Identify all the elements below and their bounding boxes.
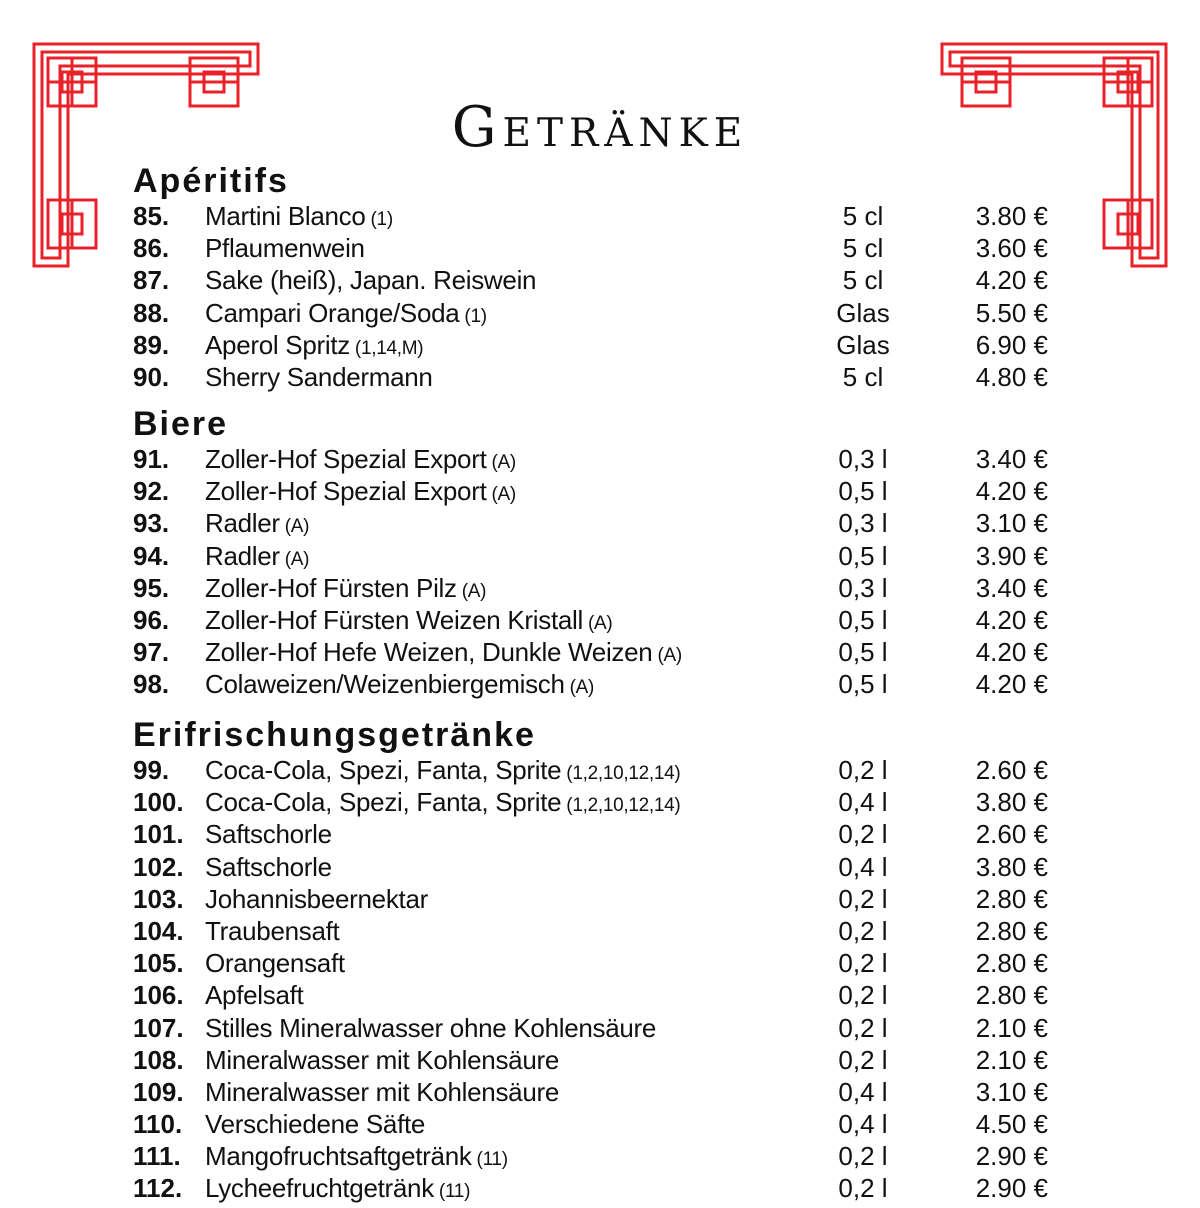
item-price: 3.40 € — [975, 572, 1048, 603]
item-size: 0,5 l — [838, 476, 888, 507]
section-heading: Erifrischungsgetränke — [133, 716, 536, 754]
item-size: Glas — [836, 329, 890, 360]
item-size: 5 cl — [842, 361, 884, 392]
item-price: 4.20 € — [975, 265, 1048, 296]
item-allergens: (A) — [564, 677, 595, 699]
item-name: Lycheefruchtgetränk (11) — [205, 1173, 471, 1204]
item-price: 3.10 € — [975, 508, 1048, 539]
menu-item-row — [0, 1076, 1200, 1108]
item-number: 106. — [133, 980, 184, 1011]
item-name: Verschiedene Säfte — [205, 1109, 426, 1140]
menu-item-row — [0, 572, 1200, 604]
item-name: Mineralwasser mit Kohlensäure — [205, 1044, 560, 1075]
item-allergens: (A) — [583, 612, 613, 634]
item-size: 0,5 l — [838, 540, 888, 571]
menu-item-row — [0, 297, 1200, 329]
item-number: 103. — [133, 883, 184, 914]
item-number: 88. — [133, 297, 170, 328]
section-heading: Biere — [133, 405, 229, 443]
item-price: 4.20 € — [975, 604, 1048, 635]
item-number: 87. — [133, 265, 170, 296]
item-allergens: (1,2,10,12,14) — [561, 795, 681, 817]
item-size: 0,4 l — [838, 787, 888, 818]
item-price: 2.80 € — [975, 948, 1048, 979]
item-allergens: (1,2,10,12,14) — [561, 763, 681, 784]
item-allergens: (A) — [652, 645, 682, 667]
item-number: 85. — [133, 201, 170, 231]
item-name: Traubensaft — [205, 915, 340, 946]
item-number: 98. — [133, 669, 170, 700]
item-name: Martini Blanco (1) — [205, 201, 393, 231]
item-size: 0,4 l — [838, 1076, 888, 1107]
menu-item-row — [0, 636, 1200, 668]
item-price: 4.50 € — [975, 1109, 1048, 1140]
menu-item-row — [0, 979, 1200, 1011]
item-number: 108. — [133, 1044, 184, 1075]
item-price: 3.80 € — [975, 201, 1048, 231]
item-allergens: (1) — [365, 209, 393, 230]
item-size: 0,5 l — [838, 637, 888, 668]
item-price: 2.80 € — [975, 980, 1048, 1011]
item-number: 100. — [133, 787, 184, 818]
menu-section — [0, 162, 1200, 393]
item-allergens: (A) — [486, 484, 516, 506]
item-size: 0,2 l — [838, 1044, 888, 1075]
menu-item-row — [0, 540, 1200, 572]
item-size: 0,3 l — [838, 572, 888, 603]
item-name: Zoller-Hof Fürsten Weizen Kristall (A) — [205, 604, 613, 635]
item-size: 0,2 l — [838, 1012, 888, 1043]
menu-item-row — [0, 475, 1200, 507]
item-name: Coca-Cola, Spezi, Fanta, Sprite (1,2,10,12,14) — [205, 755, 681, 785]
item-size: 0,5 l — [838, 604, 888, 635]
item-price: 3.80 € — [975, 851, 1048, 882]
item-name: Sherry Sandermann — [205, 361, 433, 392]
item-size: 0,4 l — [838, 1109, 888, 1140]
item-size: 5 cl — [842, 201, 884, 231]
item-size: 0,2 l — [838, 980, 888, 1011]
item-name: Orangensaft — [205, 948, 345, 979]
menu-item-row — [0, 443, 1200, 475]
item-allergens: (11) — [471, 1149, 508, 1171]
item-price: 2.80 € — [975, 915, 1048, 946]
menu-item-row — [0, 1044, 1200, 1076]
item-name: Sake (heiß), Japan. Reiswein — [205, 265, 537, 296]
item-number: 96. — [133, 604, 170, 635]
item-number: 97. — [133, 637, 170, 668]
item-allergens: (A) — [486, 452, 516, 473]
item-size: 0,2 l — [838, 1141, 888, 1172]
item-number: 92. — [133, 476, 170, 507]
item-size: 0,2 l — [838, 1173, 888, 1204]
menu-section — [0, 405, 1200, 701]
menu-item-row — [0, 361, 1200, 393]
item-number: 93. — [133, 508, 170, 539]
menu-item-row — [0, 851, 1200, 883]
item-size: 0,3 l — [838, 508, 888, 539]
item-size: 0,2 l — [838, 915, 888, 946]
item-allergens: (1) — [459, 305, 487, 327]
item-price: 2.80 € — [975, 883, 1048, 914]
item-number: 109. — [133, 1076, 184, 1107]
item-name: Zoller-Hof Spezial Export (A) — [205, 476, 516, 507]
item-number: 101. — [133, 819, 184, 850]
item-price: 3.10 € — [975, 1076, 1048, 1107]
item-number: 102. — [133, 851, 184, 882]
item-name: Johannisbeernektar — [205, 883, 428, 914]
menu-item-row — [0, 1012, 1200, 1044]
item-name: Radler (A) — [205, 508, 310, 539]
item-name: Radler (A) — [205, 540, 310, 571]
item-size: Glas — [836, 297, 890, 328]
item-price: 5.50 € — [975, 297, 1048, 328]
item-name: Mineralwasser mit Kohlensäure — [205, 1076, 560, 1107]
item-size: 0,2 l — [838, 755, 888, 785]
item-name: Apfelsaft — [205, 980, 304, 1011]
item-name: Stilles Mineralwasser ohne Kohlensäure — [205, 1012, 657, 1043]
item-price: 2.10 € — [975, 1012, 1048, 1043]
item-name: Campari Orange/Soda (1) — [205, 297, 487, 328]
item-size: 0,3 l — [838, 444, 888, 474]
item-price: 2.90 € — [975, 1141, 1048, 1172]
menu-item-row — [0, 668, 1200, 700]
item-allergens: (1,14,M) — [349, 337, 424, 359]
item-size: 0,2 l — [838, 819, 888, 850]
section-heading: Apéritifs — [133, 162, 289, 200]
item-size: 0,2 l — [838, 948, 888, 979]
item-number: 94. — [133, 540, 170, 571]
menu-section — [0, 716, 1200, 1205]
item-name: Coca-Cola, Spezi, Fanta, Sprite (1,2,10,12,14) — [205, 787, 681, 818]
item-size: 0,5 l — [838, 669, 888, 700]
item-allergens: (A) — [279, 548, 310, 570]
menu-item-row — [0, 264, 1200, 296]
menu-item-row — [0, 947, 1200, 979]
menu-item-row — [0, 200, 1200, 232]
menu-item-row — [0, 786, 1200, 818]
item-name: Zoller-Hof Hefe Weizen, Dunkle Weizen (A) — [205, 637, 682, 668]
item-allergens: (A) — [456, 580, 487, 602]
item-number: 112. — [133, 1173, 183, 1204]
item-name: Saftschorle — [205, 819, 332, 850]
item-price: 3.40 € — [975, 444, 1048, 474]
menu-item-row — [0, 604, 1200, 636]
item-allergens: (A) — [279, 516, 310, 538]
item-number: 89. — [133, 329, 170, 360]
item-price: 2.60 € — [975, 819, 1048, 850]
item-name: Pflaumenwein — [205, 233, 365, 264]
item-price: 3.90 € — [975, 540, 1048, 571]
item-number: 110. — [133, 1109, 183, 1140]
item-price: 2.90 € — [975, 1173, 1048, 1204]
menu-item-row — [0, 883, 1200, 915]
item-name: Aperol Spritz (1,14,M) — [205, 329, 424, 360]
item-price: 4.20 € — [975, 637, 1048, 668]
item-number: 86. — [133, 233, 170, 264]
item-name: Colaweizen/Weizenbiergemisch (A) — [205, 669, 595, 700]
menu-item-row — [0, 329, 1200, 361]
menu-item-row — [0, 507, 1200, 539]
item-name: Mangofruchtsaftgetränk (11) — [205, 1141, 508, 1172]
item-number: 99. — [133, 755, 170, 785]
item-price: 4.20 € — [975, 476, 1048, 507]
item-number: 105. — [133, 948, 184, 979]
item-number: 95. — [133, 572, 170, 603]
menu-item-row — [0, 232, 1200, 264]
item-price: 4.80 € — [975, 361, 1048, 392]
item-allergens: (11) — [433, 1181, 471, 1203]
menu-item-row — [0, 1108, 1200, 1140]
item-size: 5 cl — [842, 265, 884, 296]
item-price: 3.60 € — [975, 233, 1048, 264]
item-number: 104. — [133, 915, 184, 946]
menu-item-row — [0, 1140, 1200, 1172]
item-price: 4.20 € — [975, 669, 1048, 700]
item-price: 2.60 € — [975, 755, 1048, 785]
item-size: 5 cl — [842, 233, 884, 264]
item-size: 0,2 l — [838, 883, 888, 914]
item-price: 2.10 € — [975, 1044, 1048, 1075]
item-name: Zoller-Hof Fürsten Pilz (A) — [205, 572, 487, 603]
item-size: 0,4 l — [838, 851, 888, 882]
item-number: 111. — [133, 1141, 181, 1172]
item-price: 3.80 € — [975, 787, 1048, 818]
item-number: 107. — [133, 1012, 184, 1043]
item-name: Saftschorle — [205, 851, 332, 882]
page-title: Getränke — [451, 95, 749, 160]
menu-item-row — [0, 754, 1200, 786]
menu-item-row — [0, 818, 1200, 850]
item-name: Zoller-Hof Spezial Export (A) — [205, 444, 516, 474]
menu-item-row — [0, 915, 1200, 947]
item-price: 6.90 € — [975, 329, 1048, 360]
item-number: 90. — [133, 361, 170, 392]
item-number: 91. — [133, 444, 170, 474]
